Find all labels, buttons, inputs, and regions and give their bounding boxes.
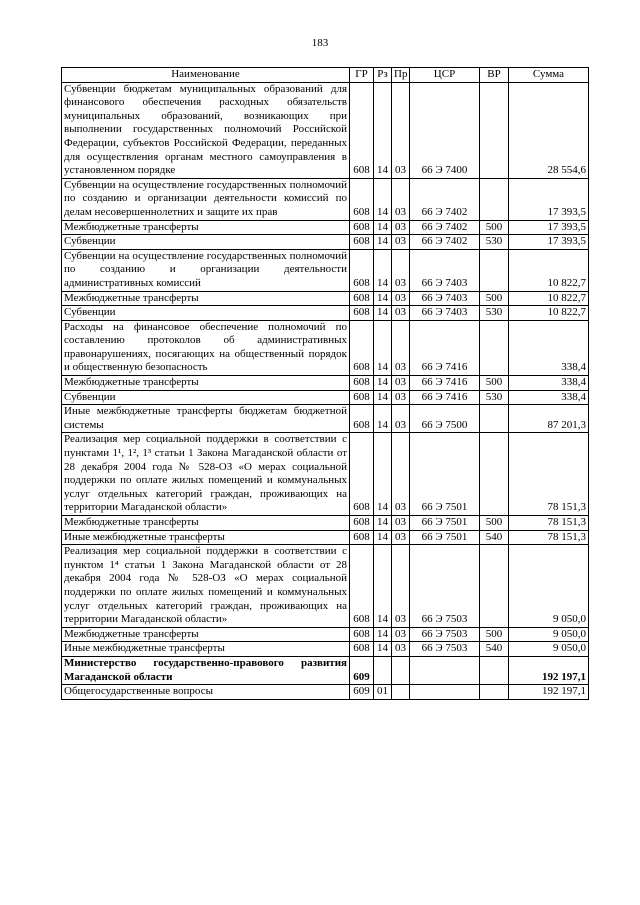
cell-rz: 14 — [374, 433, 392, 516]
cell-vr: 530 — [480, 390, 509, 405]
cell-rz: 14 — [374, 390, 392, 405]
budget-table — [61, 67, 589, 700]
cell-csr: 66 Э 7403 — [410, 291, 480, 306]
page-number: 183 — [311, 37, 329, 49]
table-row — [62, 685, 589, 700]
cell-rz: 14 — [374, 545, 392, 628]
cell-gr: 609 — [350, 656, 374, 684]
cell-csr: 66 Э 7402 — [410, 178, 480, 220]
cell-csr: 66 Э 7503 — [410, 642, 480, 657]
cell-pr: 03 — [392, 220, 410, 235]
cell-sum: 9 050,0 — [509, 545, 589, 628]
cell-rz: 14 — [374, 291, 392, 306]
cell-csr — [410, 685, 480, 700]
cell-name: Министерство государственно-правового развития Магаданской области — [62, 656, 350, 684]
col-header-sum: Сумма — [509, 68, 589, 83]
cell-pr: 03 — [392, 291, 410, 306]
table-row — [62, 376, 589, 391]
cell-csr: 66 Э 7416 — [410, 390, 480, 405]
cell-rz: 14 — [374, 405, 392, 433]
cell-sum: 338,4 — [509, 390, 589, 405]
cell-vr: 500 — [480, 376, 509, 391]
cell-gr: 608 — [350, 516, 374, 531]
cell-vr — [480, 545, 509, 628]
cell-sum: 9 050,0 — [509, 642, 589, 657]
cell-vr — [480, 405, 509, 433]
cell-rz: 14 — [374, 249, 392, 291]
cell-pr: 03 — [392, 178, 410, 220]
cell-sum: 17 393,5 — [509, 220, 589, 235]
cell-sum: 192 197,1 — [509, 685, 589, 700]
cell-pr: 03 — [392, 516, 410, 531]
cell-csr: 66 Э 7501 — [410, 516, 480, 531]
table-row — [62, 390, 589, 405]
cell-gr: 608 — [350, 390, 374, 405]
col-header-rz: Рз — [374, 68, 392, 83]
cell-pr: 03 — [392, 82, 410, 178]
cell-gr: 608 — [350, 530, 374, 545]
table-row — [62, 291, 589, 306]
cell-pr — [392, 685, 410, 700]
col-header-csr: ЦСР — [410, 68, 480, 83]
table-row — [62, 306, 589, 321]
cell-gr: 608 — [350, 627, 374, 642]
cell-csr: 66 Э 7503 — [410, 627, 480, 642]
cell-gr: 608 — [350, 306, 374, 321]
cell-vr: 540 — [480, 642, 509, 657]
cell-gr: 609 — [350, 685, 374, 700]
table-row — [62, 235, 589, 250]
cell-sum: 192 197,1 — [509, 656, 589, 684]
cell-vr: 530 — [480, 235, 509, 250]
cell-csr — [410, 656, 480, 684]
cell-name: Межбюджетные трансферты — [62, 291, 350, 306]
cell-name: Субвенции — [62, 235, 350, 250]
cell-csr: 66 Э 7501 — [410, 530, 480, 545]
col-header-name: Наименование — [62, 68, 350, 83]
table-row — [62, 220, 589, 235]
cell-gr: 608 — [350, 178, 374, 220]
cell-name: Реализация мер социальной поддержки в соответствии с пунктом 1⁴ статьи 1 Закона Магаданской области от 28 декабря 2004 года № 528-ОЗ «О мерах социальной поддержки по оплате жилых помещений и коммунальных услуг отдельных категорий граждан, проживающих на территории Магаданской области» — [62, 545, 350, 628]
cell-name: Субвенции на осуществление государственных полномочий по созданию и организации деятельности административных комиссий — [62, 249, 350, 291]
cell-gr: 608 — [350, 320, 374, 375]
cell-vr — [480, 433, 509, 516]
cell-vr — [480, 82, 509, 178]
cell-gr: 608 — [350, 291, 374, 306]
cell-name: Межбюджетные трансферты — [62, 516, 350, 531]
col-header-gr: ГР — [350, 68, 374, 83]
cell-sum: 17 393,5 — [509, 178, 589, 220]
cell-pr: 03 — [392, 405, 410, 433]
cell-sum: 10 822,7 — [509, 249, 589, 291]
cell-rz — [374, 656, 392, 684]
cell-vr — [480, 656, 509, 684]
cell-csr: 66 Э 7403 — [410, 249, 480, 291]
col-header-pr: Пр — [392, 68, 410, 83]
cell-vr — [480, 320, 509, 375]
cell-gr: 608 — [350, 642, 374, 657]
cell-vr — [480, 178, 509, 220]
cell-name: Общегосударственные вопросы — [62, 685, 350, 700]
cell-vr: 500 — [480, 516, 509, 531]
cell-name: Субвенции бюджетам муниципальных образований для финансового обеспечения расходных обязательств муниципальных образований, возникающих при выполнении государственных полномочий Российской Федерации, субъектов Российской Федерации, переданных для осуществления органам местного самоуправления в установленном порядке — [62, 82, 350, 178]
cell-gr: 608 — [350, 82, 374, 178]
cell-sum: 78 151,3 — [509, 530, 589, 545]
cell-rz: 14 — [374, 320, 392, 375]
col-header-vr: ВР — [480, 68, 509, 83]
cell-pr — [392, 656, 410, 684]
cell-name: Субвенции — [62, 306, 350, 321]
cell-vr: 500 — [480, 627, 509, 642]
cell-csr: 66 Э 7402 — [410, 220, 480, 235]
cell-pr: 03 — [392, 306, 410, 321]
cell-pr: 03 — [392, 376, 410, 391]
cell-rz: 01 — [374, 685, 392, 700]
table-row — [62, 545, 589, 628]
cell-sum: 78 151,3 — [509, 516, 589, 531]
cell-sum: 9 050,0 — [509, 627, 589, 642]
table-row — [62, 433, 589, 516]
cell-vr: 500 — [480, 220, 509, 235]
cell-rz: 14 — [374, 178, 392, 220]
cell-csr: 66 Э 7500 — [410, 405, 480, 433]
cell-pr: 03 — [392, 642, 410, 657]
cell-rz: 14 — [374, 82, 392, 178]
cell-rz: 14 — [374, 627, 392, 642]
cell-name: Межбюджетные трансферты — [62, 220, 350, 235]
cell-name: Межбюджетные трансферты — [62, 627, 350, 642]
cell-gr: 608 — [350, 249, 374, 291]
cell-sum: 10 822,7 — [509, 291, 589, 306]
cell-gr: 608 — [350, 235, 374, 250]
cell-pr: 03 — [392, 627, 410, 642]
cell-pr: 03 — [392, 545, 410, 628]
cell-rz: 14 — [374, 642, 392, 657]
cell-sum: 17 393,5 — [509, 235, 589, 250]
cell-pr: 03 — [392, 530, 410, 545]
cell-gr: 608 — [350, 433, 374, 516]
cell-pr: 03 — [392, 320, 410, 375]
cell-sum: 28 554,6 — [509, 82, 589, 178]
cell-name: Иные межбюджетные трансферты бюджетам бюджетной системы — [62, 405, 350, 433]
table-row — [62, 178, 589, 220]
table-row — [62, 642, 589, 657]
cell-gr: 608 — [350, 405, 374, 433]
cell-csr: 66 Э 7400 — [410, 82, 480, 178]
cell-name: Расходы на финансовое обеспечение полномочий по составлению протоколов об административных правонарушениях, посягающих на общественный порядок и общественную безопасность — [62, 320, 350, 375]
cell-sum: 338,4 — [509, 320, 589, 375]
table-row — [62, 249, 589, 291]
cell-sum: 78 151,3 — [509, 433, 589, 516]
cell-gr: 608 — [350, 376, 374, 391]
cell-csr: 66 Э 7416 — [410, 376, 480, 391]
table-row — [62, 320, 589, 375]
cell-sum: 10 822,7 — [509, 306, 589, 321]
cell-rz: 14 — [374, 530, 392, 545]
cell-name: Субвенции на осуществление государственных полномочий по созданию и организации деятельности комиссий по делам несовершеннолетних и защите их прав — [62, 178, 350, 220]
cell-vr: 530 — [480, 306, 509, 321]
cell-csr: 66 Э 7402 — [410, 235, 480, 250]
table-row — [62, 82, 589, 178]
cell-csr: 66 Э 7501 — [410, 433, 480, 516]
cell-vr: 500 — [480, 291, 509, 306]
table-row — [62, 627, 589, 642]
cell-name: Реализация мер социальной поддержки в соответствии с пунктами 1¹, 1², 1³ статьи 1 Закона Магаданской области от 28 декабря 2004 года № 528-ОЗ «О мерах социальной поддержки по оплате жилых помещений и коммунальных услуг отдельных категорий граждан, проживающих на территории Магаданской области» — [62, 433, 350, 516]
cell-pr: 03 — [392, 390, 410, 405]
cell-name: Субвенции — [62, 390, 350, 405]
cell-rz: 14 — [374, 376, 392, 391]
cell-rz: 14 — [374, 516, 392, 531]
table-row — [62, 516, 589, 531]
cell-pr: 03 — [392, 433, 410, 516]
table-row — [62, 405, 589, 433]
cell-vr — [480, 685, 509, 700]
cell-pr: 03 — [392, 235, 410, 250]
cell-sum: 87 201,3 — [509, 405, 589, 433]
cell-csr: 66 Э 7416 — [410, 320, 480, 375]
table-row — [62, 530, 589, 545]
table-row — [62, 656, 589, 684]
cell-gr: 608 — [350, 545, 374, 628]
cell-name: Иные межбюджетные трансферты — [62, 530, 350, 545]
cell-csr: 66 Э 7503 — [410, 545, 480, 628]
cell-name: Межбюджетные трансферты — [62, 376, 350, 391]
cell-csr: 66 Э 7403 — [410, 306, 480, 321]
cell-pr: 03 — [392, 249, 410, 291]
cell-rz: 14 — [374, 220, 392, 235]
cell-vr — [480, 249, 509, 291]
cell-vr: 540 — [480, 530, 509, 545]
cell-gr: 608 — [350, 220, 374, 235]
cell-name: Иные межбюджетные трансферты — [62, 642, 350, 657]
cell-rz: 14 — [374, 235, 392, 250]
table-header — [62, 68, 589, 83]
cell-rz: 14 — [374, 306, 392, 321]
cell-sum: 338,4 — [509, 376, 589, 391]
